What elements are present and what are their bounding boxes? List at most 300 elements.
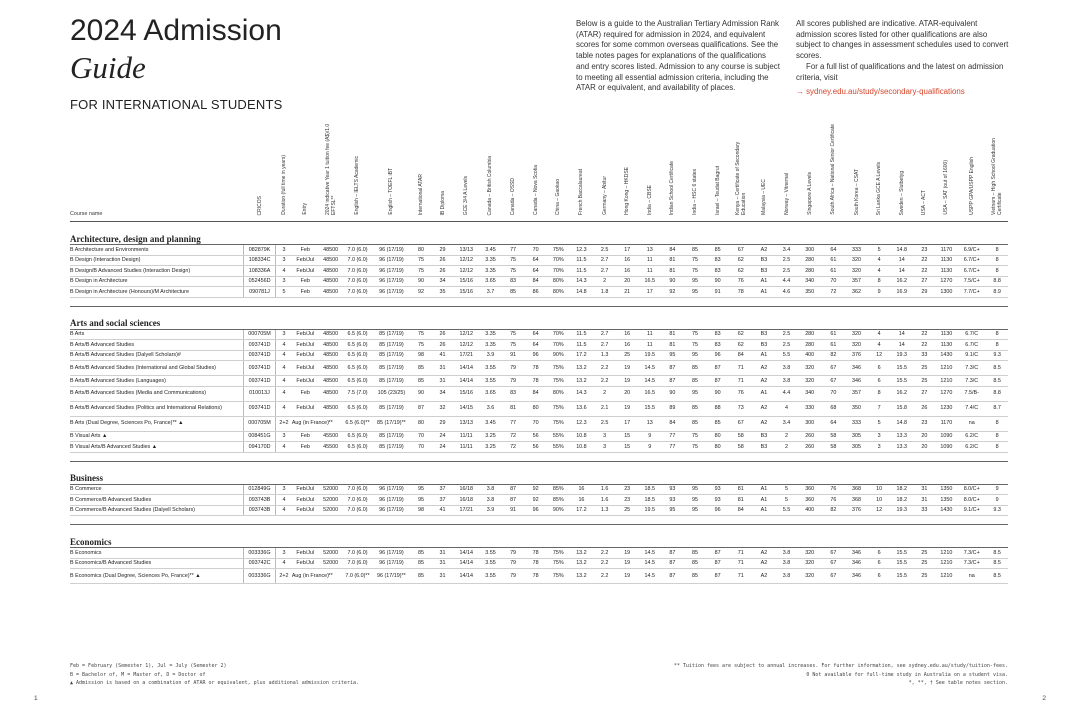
table-cell: 3 — [593, 431, 616, 442]
table-cell: 85 (17/19) — [373, 401, 411, 416]
table-cell: 11 — [639, 329, 662, 340]
table-cell: 17.2 — [570, 505, 594, 516]
table-cell: 83 — [502, 276, 525, 287]
table-cell: 87 — [706, 569, 729, 584]
table-cell: 15 — [616, 431, 639, 442]
table-cell: 280 — [798, 329, 822, 340]
table-cell: 12/12 — [453, 329, 479, 340]
table-cell: 84 — [524, 276, 547, 287]
column-header-course-name: Course name — [70, 120, 243, 222]
table-cell: 81 — [729, 495, 753, 506]
table-cell: 33 — [913, 505, 936, 516]
table-cell: 93 — [706, 484, 729, 495]
table-cell: 11 — [639, 266, 662, 277]
table-cell: 73 — [729, 401, 753, 416]
table-cell: 12/12 — [453, 340, 479, 351]
table-cell: 090781J — [243, 287, 275, 298]
table-cell: 10.8 — [570, 431, 594, 442]
table-cell: 21 — [616, 287, 639, 298]
table-cell: 48500 — [319, 340, 343, 351]
table-cell: 85 — [684, 245, 707, 256]
table-cell: 93 — [661, 484, 684, 495]
table-row — [70, 350, 1008, 361]
table-cell: 85 (17/19) — [373, 431, 411, 442]
table-cell: 320 — [845, 255, 868, 266]
table-cell: Feb — [292, 431, 319, 442]
table-cell: 16.9 — [890, 287, 913, 298]
table-cell: 320 — [798, 376, 822, 387]
column-header — [661, 120, 684, 222]
column-header-label: CRICOS — [256, 195, 263, 215]
table-cell: 48500 — [319, 329, 343, 340]
table-cell: 6.5 (6.0) — [342, 431, 372, 442]
table-cell: B3 — [753, 340, 776, 351]
table-cell: 3.55 — [479, 376, 502, 387]
table-cell: 14.5 — [639, 569, 662, 584]
table-cell: 90 — [706, 386, 729, 401]
table-cell: 4 — [868, 266, 891, 277]
table-cell: 082879K — [243, 245, 275, 256]
column-header-label: IB Diploma — [439, 190, 446, 215]
footer-note: *, **, † See table notes section. — [908, 680, 1008, 687]
table-cell: 62 — [729, 255, 753, 266]
footer-note: B = Bachelor of, M = Master of, D = Doctor of — [70, 671, 206, 678]
course-name-cell: B Arts/B Advanced Studies (Media and Communications) — [70, 386, 243, 401]
table-cell: 4.6 — [775, 287, 798, 298]
table-cell: 79 — [502, 558, 525, 569]
table-cell: 64 — [524, 340, 547, 351]
table-cell: 96 (17/19) — [373, 495, 411, 506]
table-cell: Feb/Jul — [292, 361, 319, 376]
table-cell: 7.0 (6.0) — [342, 245, 372, 256]
table-cell: 70 — [822, 276, 846, 287]
table-cell: 2.7 — [593, 255, 616, 266]
table-cell: 80% — [547, 386, 570, 401]
table-cell: 305 — [845, 431, 868, 442]
table-cell: 90 — [661, 386, 684, 401]
table-cell: 76 — [822, 484, 846, 495]
table-cell: 14 — [890, 266, 913, 277]
table-cell: 6 — [868, 558, 891, 569]
table-cell: 19 — [616, 376, 639, 387]
table-cell: 8 — [986, 245, 1008, 256]
table-cell: 12.3 — [570, 245, 594, 256]
table-cell: 000705M — [243, 416, 275, 431]
table-cell: 8 — [986, 416, 1008, 431]
column-header — [798, 120, 822, 222]
table-cell: 6.5 (6.0) — [342, 350, 372, 361]
table-cell: 87 — [502, 495, 525, 506]
table-row — [70, 442, 1008, 453]
table-cell: 72 — [502, 442, 525, 453]
table-cell: 6.5 (6.0) — [342, 340, 372, 351]
table-cell: 95 — [684, 287, 707, 298]
table-cell: A2 — [753, 245, 776, 256]
table-cell: 75 — [410, 340, 432, 351]
column-header-label: Vietnam – High School Graduation Certificate — [991, 138, 1004, 215]
table-cell: 35 — [432, 287, 454, 298]
table-cell: 96 (17/19) — [373, 558, 411, 569]
table-cell: 98 — [410, 505, 432, 516]
table-cell: 260 — [798, 442, 822, 453]
table-cell: 70 — [524, 245, 547, 256]
table-cell: 376 — [845, 505, 868, 516]
table-cell: 85 (17/19) — [373, 361, 411, 376]
table-cell: 96 (17/19) — [373, 255, 411, 266]
table-cell: 12 — [868, 350, 891, 361]
table-cell: 96 — [706, 505, 729, 516]
column-header — [822, 120, 846, 222]
table-cell: 340 — [798, 276, 822, 287]
table-row — [70, 495, 1008, 506]
table-cell: Feb/Jul — [292, 350, 319, 361]
table-cell: 92 — [524, 495, 547, 506]
table-cell: 13.2 — [570, 548, 594, 559]
column-header-label: Germany – Abitur — [601, 176, 608, 215]
table-cell: 25 — [913, 548, 936, 559]
table-cell: 6.7/C — [957, 329, 986, 340]
table-cell: 3 — [276, 276, 292, 287]
table-cell: 87 — [706, 548, 729, 559]
table-cell: 1430 — [936, 350, 958, 361]
table-cell: 13.3 — [890, 442, 913, 453]
table-cell: 093741D — [243, 340, 275, 351]
table-cell: 320 — [845, 340, 868, 351]
table-cell: 19.5 — [639, 350, 662, 361]
table-cell: 31 — [432, 548, 454, 559]
table-cell: 19 — [616, 361, 639, 376]
footer-note: Feb = February (Semester 1), Jul = July (Semester 2) — [70, 663, 227, 669]
course-name-cell: B Visual Arts/B Advanced Studies ▲ — [70, 442, 243, 453]
table-cell: 093743B — [243, 495, 275, 506]
table-cell: 70% — [547, 340, 570, 351]
table-cell: 70 — [410, 431, 432, 442]
table-cell: 85 — [684, 569, 707, 584]
table-cell: 16 — [570, 484, 594, 495]
intro-full-list-note: For a full list of qualifications and the latest on admission criteria, visit — [796, 61, 1004, 82]
table-cell: Aug (in France) — [292, 416, 319, 431]
column-header-label: English – TOEFL iBT — [388, 168, 395, 215]
table-cell: 7.3/C+ — [957, 558, 986, 569]
table-cell: 70% — [547, 329, 570, 340]
table-cell: 1210 — [936, 569, 958, 584]
column-header — [957, 120, 986, 222]
table-cell: 5.5 — [775, 505, 798, 516]
table-cell: Feb/Jul — [292, 548, 319, 559]
table-cell: 11 — [639, 340, 662, 351]
table-cell: 67 — [729, 245, 753, 256]
table-cell: 400 — [798, 350, 822, 361]
table-cell: 2 — [593, 386, 616, 401]
table-cell: Feb/Jul — [292, 266, 319, 277]
table-cell: 26 — [913, 401, 936, 416]
table-cell: 9 — [639, 442, 662, 453]
table-cell: 61 — [822, 329, 846, 340]
table-cell: 093741D — [243, 376, 275, 387]
table-cell: 11.5 — [570, 266, 594, 277]
table-cell: 3.55 — [479, 558, 502, 569]
admission-table — [70, 120, 1008, 584]
table-row — [70, 376, 1008, 387]
table-cell: 2 — [775, 442, 798, 453]
section-heading-row — [70, 525, 1008, 548]
table-cell: 2.5 — [775, 340, 798, 351]
table-cell: 79 — [502, 376, 525, 387]
table-cell: 95 — [410, 484, 432, 495]
table-cell: 003336G — [243, 569, 275, 584]
course-name-cell: B Architecture and Environments — [70, 245, 243, 256]
table-cell: 71 — [729, 376, 753, 387]
table-cell: 83 — [502, 386, 525, 401]
table-row — [70, 266, 1008, 277]
table-cell: 76 — [729, 386, 753, 401]
table-cell: 7.0 (6.0) — [342, 548, 372, 559]
table-cell: 58 — [729, 431, 753, 442]
column-header — [706, 120, 729, 222]
table-cell: A1 — [753, 276, 776, 287]
table-cell: B3 — [753, 431, 776, 442]
table-cell: 6.5 (6.0) — [342, 329, 372, 340]
table-cell: A2 — [753, 558, 776, 569]
table-cell: 64 — [524, 266, 547, 277]
table-row — [70, 245, 1008, 256]
column-header-label: Norway – Vitnemal — [783, 173, 790, 215]
table-cell: 1210 — [936, 548, 958, 559]
table-cell: 15.5 — [890, 558, 913, 569]
table-cell: 6.5 (6.0) — [342, 442, 372, 453]
table-cell: 90 — [661, 276, 684, 287]
table-cell: 80 — [706, 442, 729, 453]
table-cell: 14/14 — [453, 361, 479, 376]
table-cell: 81 — [502, 401, 525, 416]
section-heading-row — [70, 222, 1008, 245]
table-cell: 64 — [822, 245, 846, 256]
column-header-label: Kenya – Certificate of Secondary Education — [734, 141, 747, 215]
table-cell: 6.2/C — [957, 442, 986, 453]
table-cell: 96 (17/19) — [373, 484, 411, 495]
table-cell: 17/21 — [453, 350, 479, 361]
table-cell: 89 — [661, 401, 684, 416]
table-cell: 4 — [276, 376, 292, 387]
table-cell: 67 — [822, 558, 846, 569]
table-cell: 14.8 — [890, 245, 913, 256]
table-cell: 20 — [913, 431, 936, 442]
table-cell: 3.55 — [479, 548, 502, 559]
table-cell: 320 — [798, 361, 822, 376]
table-cell: 4 — [276, 361, 292, 376]
column-header — [547, 120, 570, 222]
column-header-label: Hong Kong – HKDSE — [624, 167, 631, 215]
column-header-label: International ATAR — [418, 173, 425, 215]
table-cell: 2 — [775, 431, 798, 442]
table-cell: A2 — [753, 416, 776, 431]
section-spacer-cell — [70, 516, 1008, 525]
table-cell: 27 — [913, 276, 936, 287]
table-cell: 2.2 — [593, 361, 616, 376]
table-cell: A1 — [753, 350, 776, 361]
table-cell: 19 — [616, 401, 639, 416]
page-title-line2: Guide — [70, 50, 146, 85]
table-cell: Feb/Jul — [292, 484, 319, 495]
table-cell: 70 — [410, 442, 432, 453]
column-header — [845, 120, 868, 222]
table-cell: 8.5 — [986, 569, 1008, 584]
table-cell: 3.25 — [479, 431, 502, 442]
table-cell: 320 — [845, 266, 868, 277]
table-cell: 9 — [639, 431, 662, 442]
table-cell: 19 — [616, 558, 639, 569]
table-cell: 13.2 — [570, 558, 594, 569]
table-cell: 81 — [661, 340, 684, 351]
table-cell: 79 — [502, 569, 525, 584]
course-name-cell: B Visual Arts ▲ — [70, 431, 243, 442]
table-cell: 346 — [845, 361, 868, 376]
table-cell: 2 — [593, 276, 616, 287]
table-cell: 48500 — [319, 255, 343, 266]
table-cell: 48500 — [319, 361, 343, 376]
table-cell: 5 — [775, 495, 798, 506]
table-cell: 7.0 (6.0) — [342, 266, 372, 277]
table-cell: 8 — [986, 431, 1008, 442]
table-cell: 85 (17/19) — [373, 329, 411, 340]
footer-note: 0 Not available for full-time study in Australia on a student visa. — [806, 671, 1008, 678]
table-cell: 8.5 — [986, 548, 1008, 559]
column-header — [373, 120, 411, 222]
table-cell: 67 — [822, 361, 846, 376]
table-cell: 357 — [845, 276, 868, 287]
table-cell: 093741D — [243, 401, 275, 416]
column-header-label: Entry — [302, 203, 309, 215]
table-cell: 7.0 (6.0) — [342, 255, 372, 266]
table-cell: 2.5 — [775, 329, 798, 340]
table-cell: 17 — [616, 416, 639, 431]
table-cell: 52000 — [319, 558, 343, 569]
course-name-cell: B Design in Architecture — [70, 276, 243, 287]
table-cell: Feb/Jul — [292, 401, 319, 416]
column-header — [432, 120, 454, 222]
table-cell: 48500 — [319, 276, 343, 287]
table-cell: 19.3 — [890, 505, 913, 516]
table-cell: 3.8 — [479, 484, 502, 495]
table-row — [70, 431, 1008, 442]
footer-notes-left — [70, 662, 359, 688]
table-cell: Aug (in France) — [292, 569, 319, 584]
column-header — [775, 120, 798, 222]
table-cell: 87 — [661, 548, 684, 559]
table-cell: 71 — [729, 569, 753, 584]
table-cell: 15 — [616, 442, 639, 453]
table-cell: 1210 — [936, 361, 958, 376]
table-cell: 37 — [432, 484, 454, 495]
table-cell: 3.8 — [775, 569, 798, 584]
course-name-cell: B Arts/B Advanced Studies (International and Global Studies) — [70, 361, 243, 376]
table-cell: 34 — [432, 276, 454, 287]
table-cell: 90 — [410, 276, 432, 287]
section-spacer-cell — [70, 452, 1008, 461]
table-cell: 48500 — [319, 376, 343, 387]
table-cell: 84 — [524, 386, 547, 401]
table-cell: 18.5 — [639, 484, 662, 495]
table-cell: 75 — [502, 329, 525, 340]
table-cell: 6.9/C+ — [957, 245, 986, 256]
column-header — [276, 120, 292, 222]
table-cell: 4.4 — [775, 276, 798, 287]
table-cell: A2 — [753, 361, 776, 376]
table-cell: 23 — [616, 495, 639, 506]
table-cell: 333 — [845, 416, 868, 431]
table-cell: 85 — [684, 361, 707, 376]
table-cell: 31 — [913, 484, 936, 495]
table-cell: 6 — [868, 569, 891, 584]
table-row — [70, 287, 1008, 298]
table-cell: 31 — [432, 361, 454, 376]
table-cell: 20 — [616, 386, 639, 401]
table-cell: 3.45 — [479, 245, 502, 256]
table-cell: 16.2 — [890, 276, 913, 287]
table-cell: 82 — [822, 505, 846, 516]
table-cell: 85 — [706, 245, 729, 256]
table-cell: 78 — [729, 287, 753, 298]
table-cell: 8 — [986, 329, 1008, 340]
table-cell: 4 — [276, 442, 292, 453]
table-cell: 16 — [616, 255, 639, 266]
table-cell: A1 — [753, 495, 776, 506]
section-spacer-cell — [70, 297, 1008, 306]
table-cell: 83 — [706, 340, 729, 351]
table-cell: 14.3 — [570, 276, 594, 287]
table-cell: 3.65 — [479, 386, 502, 401]
table-cell: 96 (17/19) — [373, 505, 411, 516]
section-spacer — [70, 516, 1008, 525]
table-cell: 2.2 — [593, 376, 616, 387]
table-cell: 376 — [845, 350, 868, 361]
table-cell: 1300 — [936, 287, 958, 298]
table-cell: 14 — [890, 255, 913, 266]
table-cell: 75 — [684, 431, 707, 442]
table-cell: 16 — [616, 340, 639, 351]
column-header-label: GCE 3/4 A Levels — [463, 175, 470, 215]
table-cell: 330 — [798, 401, 822, 416]
table-cell: 2.7 — [593, 340, 616, 351]
table-cell: 23 — [913, 416, 936, 431]
column-header — [502, 120, 525, 222]
table-cell: 78 — [524, 361, 547, 376]
table-cell: 3 — [276, 245, 292, 256]
qualifications-link[interactable]: → sydney.edu.au/study/secondary-qualifications — [796, 87, 965, 97]
table-cell: 75 — [684, 266, 707, 277]
table-cell: 1210 — [936, 376, 958, 387]
table-cell: 333 — [845, 245, 868, 256]
table-cell: 1170 — [936, 245, 958, 256]
section-spacer — [70, 297, 1008, 306]
table-cell: 77 — [502, 416, 525, 431]
table-cell: 23 — [913, 245, 936, 256]
table-cell: 29 — [432, 416, 454, 431]
table-cell: 61 — [822, 266, 846, 277]
table-cell: 75 — [684, 329, 707, 340]
table-cell: 86 — [524, 287, 547, 298]
table-cell: 22 — [913, 266, 936, 277]
table-cell: 14.5 — [639, 361, 662, 376]
table-cell: 22 — [913, 329, 936, 340]
table-cell: A2 — [753, 569, 776, 584]
table-body — [70, 222, 1008, 584]
table-cell: 87 — [410, 401, 432, 416]
table-cell: 2.5 — [775, 255, 798, 266]
table-cell: 75% — [547, 416, 570, 431]
table-cell: 1430 — [936, 505, 958, 516]
table-cell: 15.5 — [890, 548, 913, 559]
